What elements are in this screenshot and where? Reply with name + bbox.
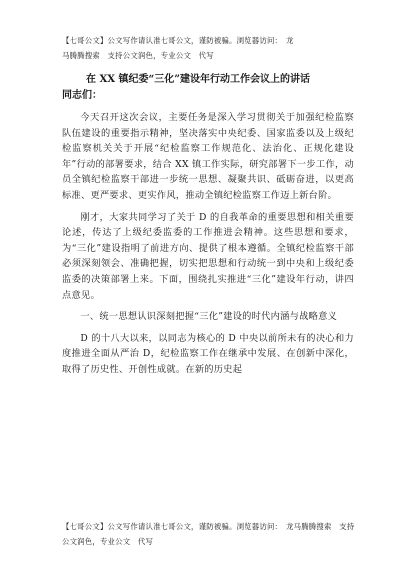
header-line-2: 马腾腾搜索 支持公文润色，专业公文 代写 bbox=[62, 51, 214, 60]
section-heading-1: 一、统一思想认识深刻把握“三化”建设的时代内涵与战略意义 bbox=[80, 311, 338, 323]
header-line-1: 【七哥公文】公文写作请认准七哥公文，谨防被骗。浏览器访问： 龙 bbox=[62, 36, 294, 45]
footer-line-2: 公文润色，专业公文 代写 bbox=[62, 537, 154, 546]
salutation: 同志们： bbox=[62, 90, 102, 101]
document-body bbox=[62, 110, 354, 384]
page-header bbox=[62, 33, 358, 63]
paragraph-2: 刚才，大家共同学习了关于 D 的自我革命的重要思想和相关重要论述，传达了上级纪委监委的工作推进会精神。这些思想和要求，为“三化”建设指明了前进方向、提供了根本遵循。全镇纪检监察干部必须深刻领会、准确把握，切实把思想和行动统一到中央和上级纪委监委的决策部署上来。下面，围绕扎实推进“三化”建设年行动，讲四点意见。 bbox=[62, 211, 354, 301]
document-title bbox=[62, 72, 356, 104]
paragraph-1: 今天召开这次会议，主要任务是深入学习贯彻关于加强纪检监察队伍建设的重要指示精神，坚决落实中央纪委、国家监委以及上级纪检监察机关关于开展“纪检监察工作规范化、法治化、正规化建设年”行动的部署要求，结合 XX 镇工作实际，研究部署下一步工作，动员全镇纪检监察干部进一步统一思想、凝聚共识、砥砺奋进，以更高标准、更严要求、更实作风，推动全镇纪检监察工作迈上新台阶。 bbox=[62, 112, 354, 201]
page-footer bbox=[62, 519, 358, 549]
paragraph-3: D 的十八大以来，以同志为核心的 D 中央以前所未有的决心和力度推进全面从严治 D，纪检监察工作在继承中发展、在创新中深化，取得了历史性、开创性成就。在新的历史起 bbox=[62, 332, 354, 375]
footer-line-1: 【七哥公文】公文写作请认准七哥公文，谨防被骗。浏览器访问： 龙马腾腾搜索 支持 bbox=[62, 522, 355, 531]
title-line: 在 XX 镇纪委“三化”建设年行动工作会议上的讲话 bbox=[86, 74, 310, 85]
